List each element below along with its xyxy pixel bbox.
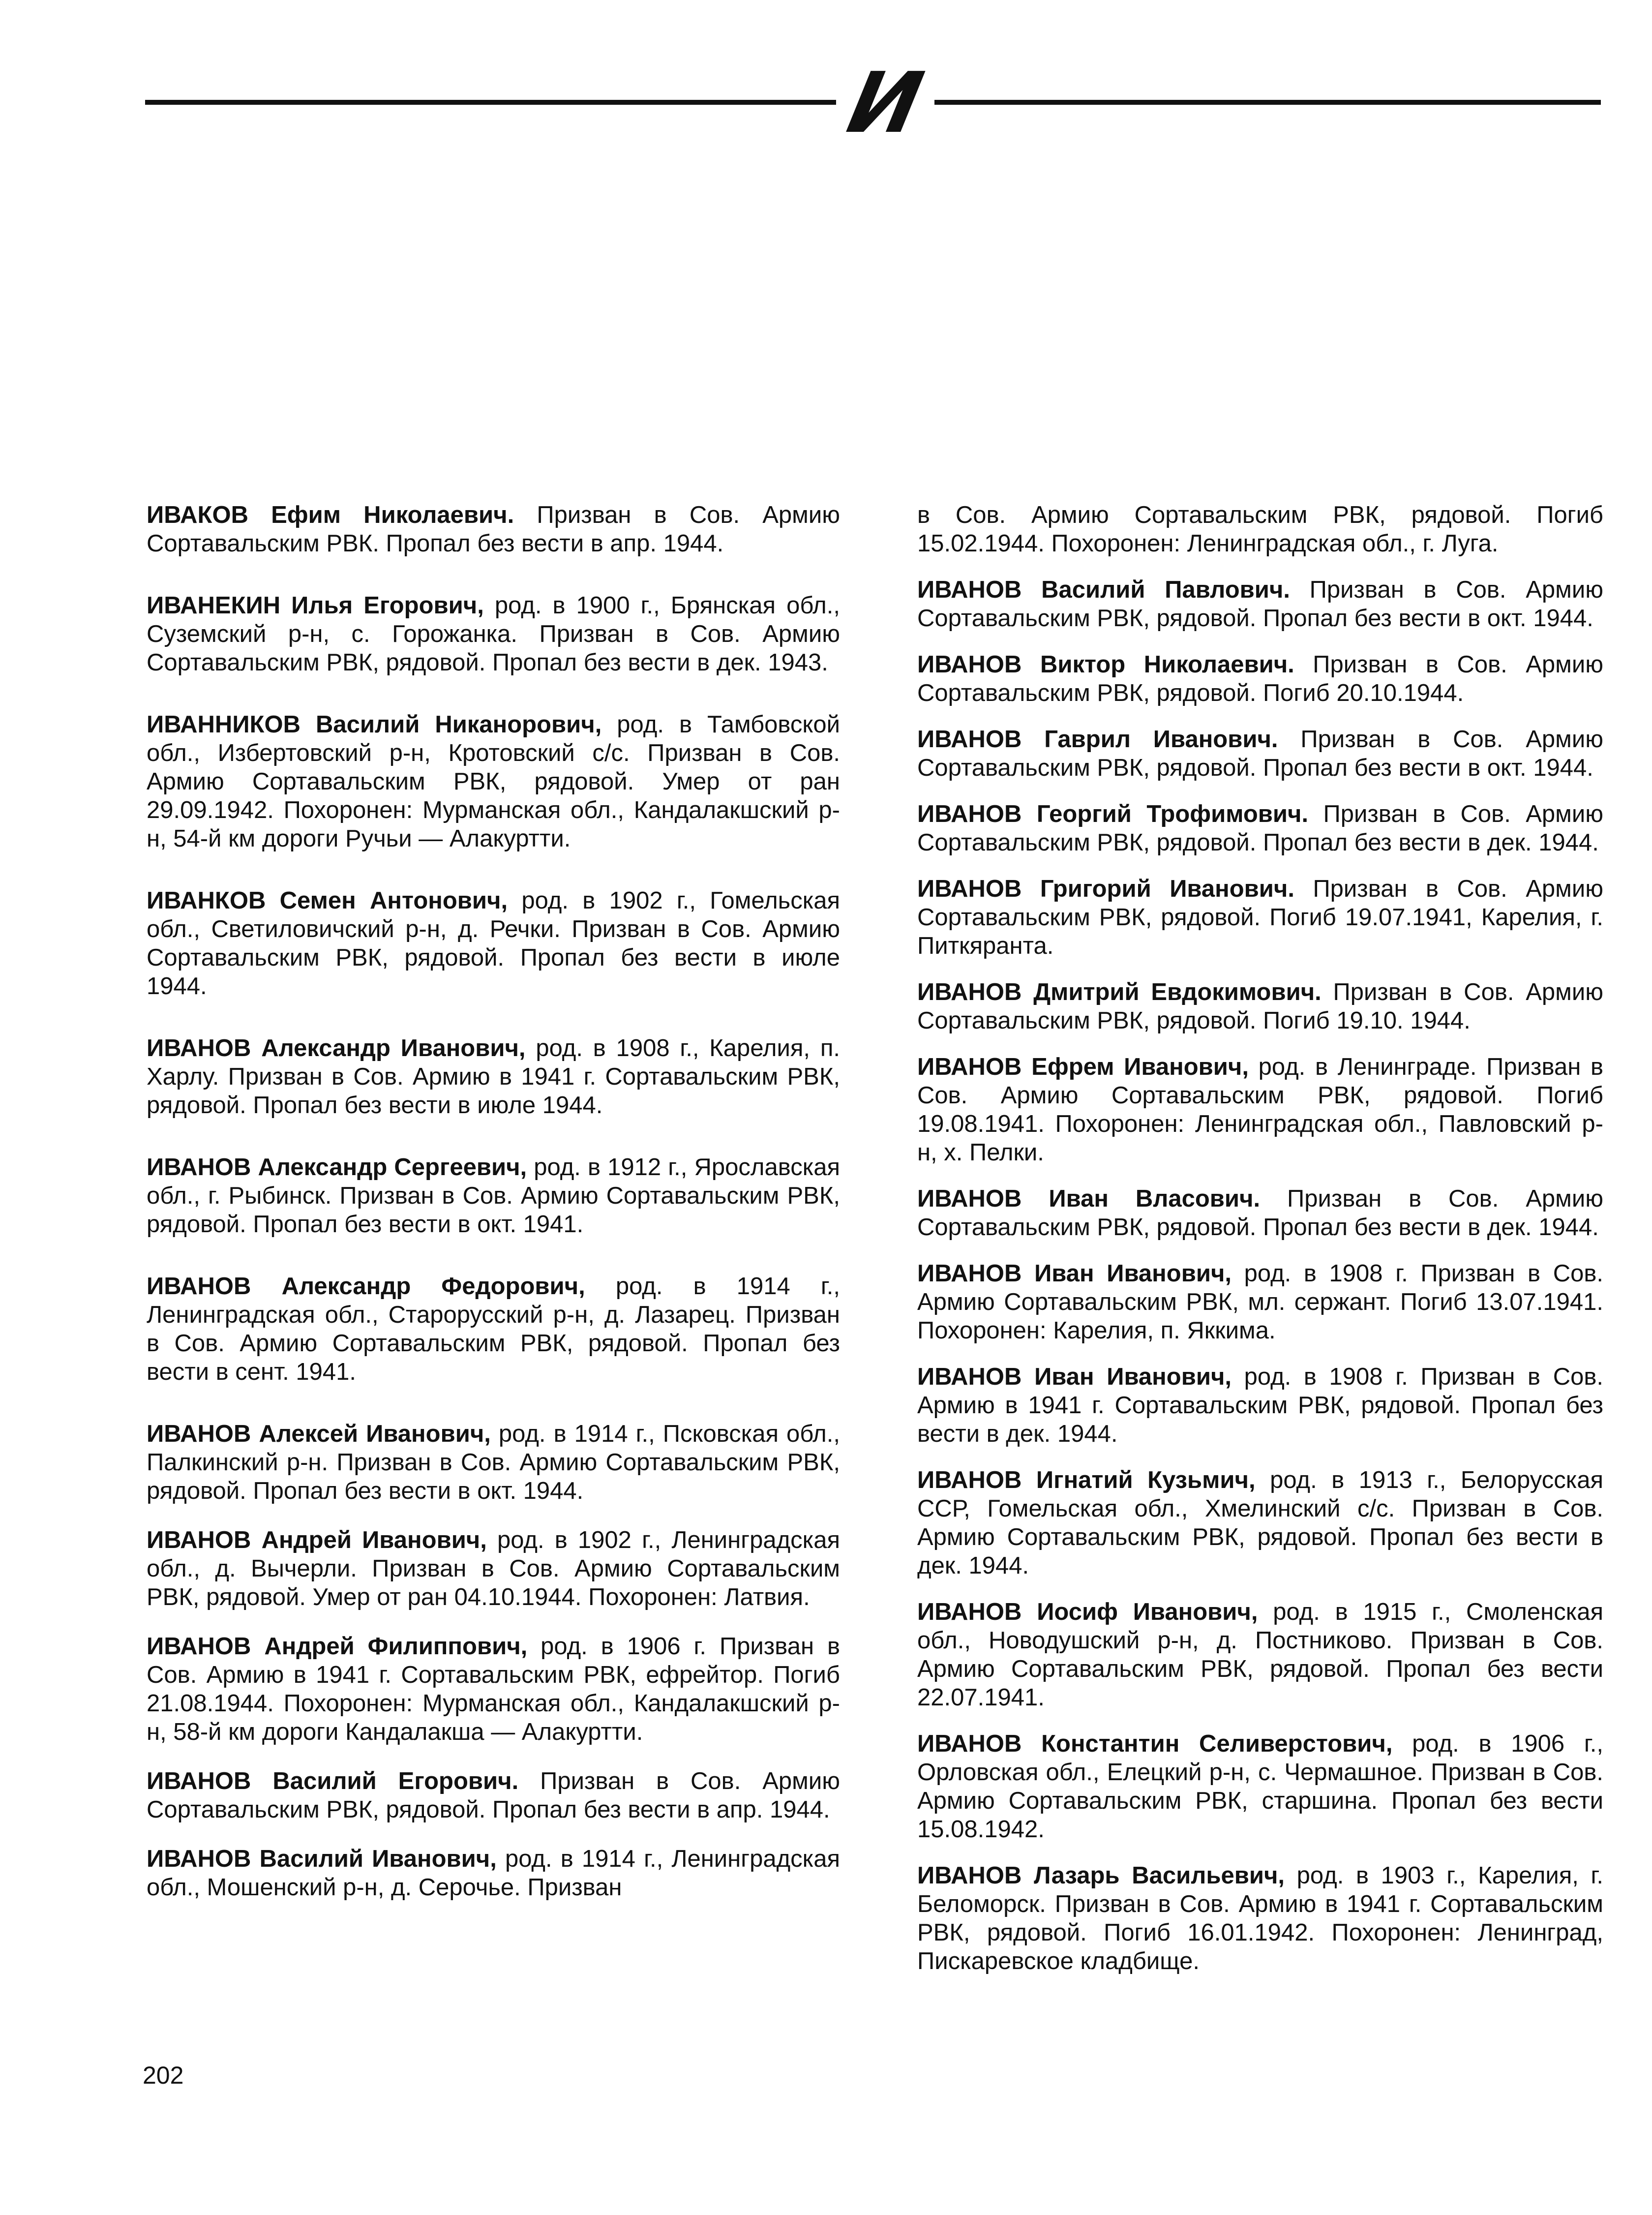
entry [147, 1632, 840, 1746]
entry-name: ИВАНОВ Алексей Иванович, [147, 1421, 491, 1447]
page-number: 202 [143, 2062, 184, 2089]
entry [147, 1767, 840, 1824]
entry-text: род. в 1903 г., Карелия, г. Беломорск. Призван в Сов. Армию в 1941 г. Сортавальским РВК, рядовой. Погиб 16.01.1942. Похоронен: Ленинград, Пискаревское кладбище. [917, 1862, 1603, 1974]
left-column [147, 501, 840, 1902]
entry-name: ИВАНОВ Лазарь Васильевич, [917, 1862, 1285, 1889]
entry-name: ИВАНОВ Ефрем Иванович, [917, 1054, 1249, 1080]
entry [917, 1861, 1603, 1975]
entry-text: род. в 1908 г. Призван в Сов. Армию в 1941 г. Сортавальским РВК, рядовой. Пропал без вести в дек. 1944. [917, 1364, 1603, 1447]
entry [917, 725, 1603, 782]
entry-text: род. в 1913 г., Белорусская ССР, Гомельская обл., Хмелинский с/с. Призван в Сов. Армию Сортавальским РВК, рядовой. Пропал без вести в дек. 1944. [917, 1467, 1603, 1579]
entry-text: Призван в Сов. Армию Сортавальским РВК, рядовой. Погиб 19.10. 1944. [917, 979, 1603, 1034]
entry-name: ИВАНОВ Константин Селиверстович, [917, 1730, 1393, 1757]
header-rule-left [145, 100, 836, 105]
entry-text: род. в 1906 г., Орловская обл., Елецкий р-н, с. Чермашное. Призван в Сов. Армию Сортавальским РВК, старшина. Пропал без вести 15.08.1942. [917, 1730, 1603, 1843]
entry-text: род. в Ленинграде. Призван в Сов. Армию Сортавальским РВК, рядовой. Погиб 19.08.1941. Похоронен: Ленинградская обл., Павловский р-н, х. Пелки. [917, 1054, 1603, 1166]
entry [917, 800, 1603, 857]
entry [147, 1034, 840, 1120]
entry-text: род. в 1914 г., Ленинградская обл., Старорусский р-н, д. Лазарец. Призван в Сов. Армию Сортавальским РВК, рядовой. Пропал без вести в сент. 1941. [147, 1273, 840, 1385]
entry-name: ИВАНОВ Василий Иванович, [147, 1846, 497, 1872]
entry-name: ИВАНОВ Александр Сергеевич, [147, 1154, 527, 1181]
section-letter: И [840, 55, 931, 152]
entry-name: ИВАНОВ Иван Иванович, [917, 1260, 1232, 1287]
entry [917, 978, 1603, 1035]
entry-name: ИВАННИКОВ Василий Никанорович, [147, 711, 602, 738]
entry-name: ИВАНОВ Иван Власович. [917, 1185, 1261, 1212]
entry [917, 1363, 1603, 1448]
entry [147, 1845, 840, 1902]
entry-text: Призван в Сов. Армию Сортавальским РВК, рядовой. Погиб 19.07.1941, Карелия, г. Питкяранта. [917, 876, 1603, 959]
entry-name: ИВАНОВ Виктор Николаевич. [917, 651, 1294, 678]
right-column [917, 501, 1603, 1975]
section-header [145, 55, 1601, 152]
entry-text: Призван в Сов. Армию Сортавальским РВК, рядовой. Пропал без вести в дек. 1944. [917, 801, 1603, 856]
entry [147, 501, 840, 558]
entry-text: Призван в Сов. Армию Сортавальским РВК. Пропал без вести в апр. 1944. [147, 502, 840, 557]
entry-text: род. в 1912 г., Ярославская обл., г. Рыбинск. Призван в Сов. Армию Сортавальским РВК, рядовой. Пропал без вести в окт. 1941. [147, 1154, 840, 1238]
entry [917, 1730, 1603, 1844]
entry-text: род. в 1908 г. Призван в Сов. Армию Сортавальским РВК, мл. сержант. Погиб 13.07.1941. Похоронен: Карелия, п. Яккима. [917, 1260, 1603, 1344]
entry-name: ИВАНОВ Дмитрий Евдокимович. [917, 979, 1322, 1005]
entry-name: ИВАНОВ Андрей Филиппович, [147, 1633, 528, 1660]
entry [147, 1526, 840, 1611]
entry-name: ИВАНОВ Игнатий Кузьмич, [917, 1467, 1256, 1493]
entry [917, 1053, 1603, 1167]
entry [147, 1153, 840, 1239]
entry-text: род. в 1900 г., Брянская обл., Суземский р-н, с. Горожанка. Призван в Сов. Армию Сортавальским РВК, рядовой. Пропал без вести в дек. 1943. [147, 592, 840, 676]
entry-text: Призван в Сов. Армию Сортавальским РВК, рядовой. Пропал без вести в апр. 1944. [147, 1768, 840, 1823]
entry-name: ИВАНОВ Григорий Иванович. [917, 876, 1294, 902]
entry-name: ИВАНОВ Василий Павлович. [917, 577, 1290, 603]
entry-name: ИВАНОВ Георгий Трофимович. [917, 801, 1309, 827]
entry-name: ИВАНОВ Гаврил Иванович. [917, 726, 1278, 753]
entry-text: в Сов. Армию Сортавальским РВК, рядовой. Погиб 15.02.1944. Похоронен: Ленинградская обл., г. Луга. [917, 502, 1603, 557]
entry-name: ИВАНКОВ Семен Антонович, [147, 887, 508, 914]
entry-text: род. в 1902 г., Ленинградская обл., д. Вычерли. Призван в Сов. Армию Сортавальским РВК, рядовой. Умер от ран 04.10.1944. Похоронен: Латвия. [147, 1527, 840, 1610]
entry [917, 1259, 1603, 1345]
entry-name: ИВАНОВ Александр Иванович, [147, 1035, 526, 1062]
entry [147, 591, 840, 677]
entry-name: ИВАНОВ Александр Федорович, [147, 1273, 585, 1300]
entry [917, 1184, 1603, 1242]
entry [917, 875, 1603, 960]
entry-name: ИВАНЕКИН Илья Егорович, [147, 592, 484, 619]
entry-text: род. в 1914 г., Псковская обл., Палкинский р-н. Призван в Сов. Армию Сортавальским РВК, рядовой. Пропал без вести в окт. 1944. [147, 1421, 840, 1504]
entry [147, 710, 840, 853]
entry-text: род. в 1914 г., Ленинградская обл., Мошенский р-н, д. Серочье. Призван [147, 1846, 840, 1901]
entry-name: ИВАНОВ Иосиф Иванович, [917, 1599, 1258, 1625]
entry-text: род. в 1908 г., Карелия, п. Харлу. Призван в Сов. Армию в 1941 г. Сортавальским РВК, рядовой. Пропал без вести в июле 1944. [147, 1035, 840, 1119]
entry-text: Призван в Сов. Армию Сортавальским РВК, рядовой. Пропал без вести в дек. 1944. [917, 1185, 1603, 1241]
entry-continuation [917, 501, 1603, 558]
entry [917, 1598, 1603, 1712]
entry-name: ИВАНОВ Василий Егорович. [147, 1768, 519, 1794]
entry-text: Призван в Сов. Армию Сортавальским РВК, рядовой. Пропал без вести в окт. 1944. [917, 577, 1603, 632]
entry-text: род. в Тамбовской обл., Избертовский р-н, Кротовский с/с. Призван в Сов. Армию Сортавальским РВК, рядовой. Умер от ран 29.09.1942. Похоронен: Мурманская обл., Кандалакшский р-н, 54-й км дороги Ручьи — Алакуртти. [147, 711, 840, 852]
entry-name: ИВАНОВ Иван Иванович, [917, 1364, 1232, 1390]
entry-name: ИВАНОВ Андрей Иванович, [147, 1527, 487, 1553]
entry [917, 650, 1603, 707]
header-rule-right [934, 100, 1601, 105]
entry [917, 576, 1603, 633]
entry-text: род. в 1902 г., Гомельская обл., Светиловичский р-н, д. Речки. Призван в Сов. Армию Сортавальским РВК, рядовой. Пропал без вести в июле 1944. [147, 887, 840, 1000]
entry [147, 886, 840, 1001]
entry-name: ИВАКОВ Ефим Николаевич. [147, 502, 514, 528]
entry [147, 1420, 840, 1505]
entry-text: род. в 1906 г. Призван в Сов. Армию в 1941 г. Сортавальским РВК, ефрейтор. Погиб 21.08.1944. Похоронен: Мурманская обл., Кандалакшский р-н, 58-й км дороги Кандалакша — Алакуртти. [147, 1633, 840, 1745]
entry [917, 1466, 1603, 1580]
entry [147, 1272, 840, 1386]
entry-text: Призван в Сов. Армию Сортавальским РВК, рядовой. Погиб 20.10.1944. [917, 651, 1603, 706]
entry-text: род. в 1915 г., Смоленская обл., Новодушский р-н, д. Постниково. Призван в Сов. Армию Сортавальским РВК, рядовой. Пропал без вести 22.07.1941. [917, 1599, 1603, 1711]
entry-text: Призван в Сов. Армию Сортавальским РВК, рядовой. Пропал без вести в окт. 1944. [917, 726, 1603, 781]
